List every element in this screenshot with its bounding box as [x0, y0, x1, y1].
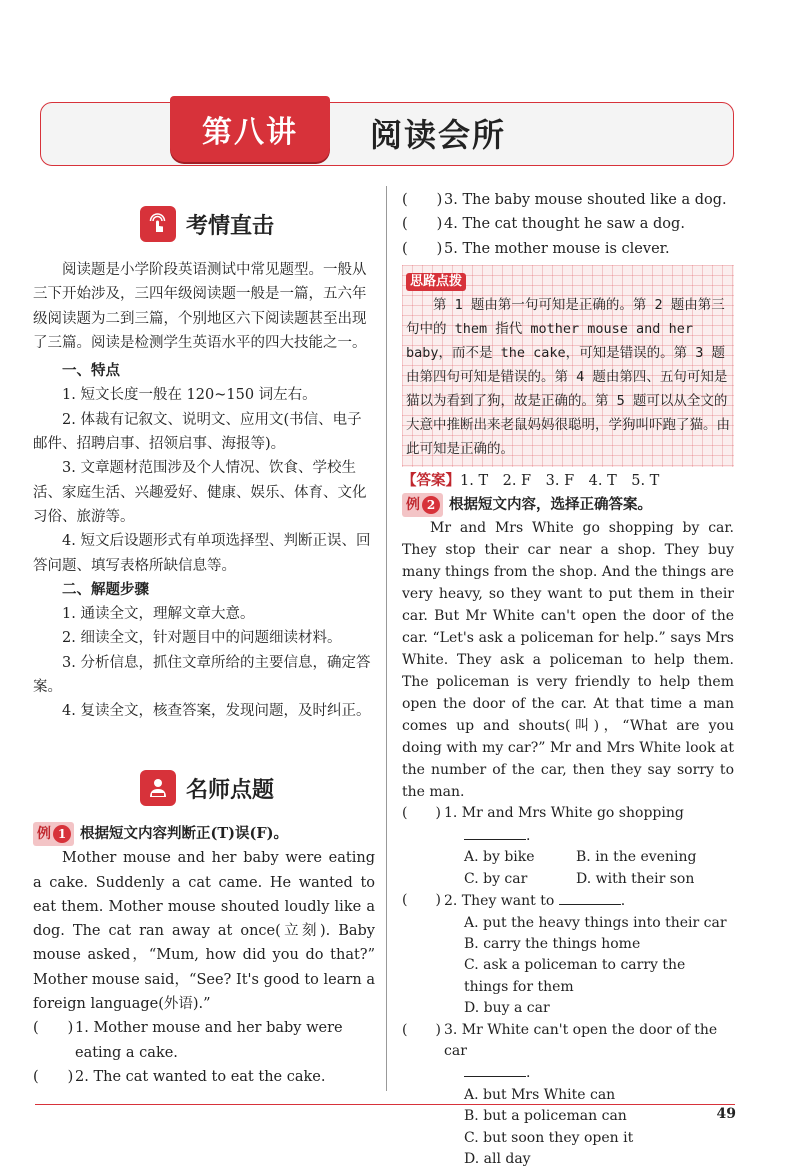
options-row — [402, 847, 734, 868]
feature-item: 1. 短文长度一般在 120~150 词左右。 — [62, 387, 317, 404]
left-column — [33, 258, 375, 724]
option[interactable]: D. all day — [464, 1150, 531, 1167]
right-column — [402, 188, 734, 1170]
question-text: 1. Mr and Mrs White go shopping — [444, 805, 684, 822]
steps-title: 二、解题步骤 — [62, 580, 149, 598]
feature-item: 2. 体裁有记叙文、说明文、应用文(书信、电子邮件、招聘启事、招领启事、海报等)。 — [33, 411, 362, 453]
question-text: 1. Mother mouse and her baby were eating a cake. — [75, 1020, 343, 1061]
column-divider — [386, 186, 387, 1091]
option[interactable]: B. in the evening — [576, 849, 697, 866]
answer-blank[interactable]: ( ) — [33, 1020, 74, 1037]
example-badge: 例 2 — [402, 493, 443, 517]
question-text: 2. They want to . — [444, 890, 734, 912]
example-instruction: 根据短文内容，选择正确答案。 — [449, 496, 652, 514]
page-number: 49 — [716, 1106, 736, 1122]
blank-line[interactable] — [559, 890, 621, 905]
option[interactable]: A. but Mrs White can — [464, 1086, 616, 1103]
blank-line[interactable] — [464, 1062, 526, 1077]
fill-blank-line: . — [402, 1062, 734, 1084]
question-row — [402, 803, 734, 824]
step-item: 1. 通读全文，理解文章大意。 — [62, 606, 255, 623]
question-row — [402, 237, 734, 261]
question-text: 5. The mother mouse is clever. — [444, 240, 670, 257]
tap-icon — [140, 206, 176, 242]
section-heading-exam — [140, 206, 274, 242]
section-title: 考情直击 — [186, 212, 275, 239]
intro-paragraph: 阅读题是小学阶段英语测试中常见题型。一般从三下开始涉及，三四年级阅读题一般是一篇，五六年级阅读题为二到三篇，个别地区六下阅读题甚至出现了三篇。阅读是检测学生英语水平的四大技能之一。 — [33, 262, 367, 351]
question-text: 2. The cat wanted to eat the cake. — [75, 1068, 326, 1085]
step-item: 3. 分析信息，抓住文章所给的主要信息，确定答案。 — [33, 654, 371, 696]
tips-text: 第 1 题由第一句可知是正确的。第 2 题由第三句中的 them 指代 mother mouse and her baby，而不是 the cake，可知是错误的。第 3 题由第四句可知是错误的。第 4 题由第四、五句可知是猫以为看到了狗，故是正确的。第 5 题可以从全文的大意中推断出来老鼠妈妈很聪明，学狗叫吓跑了猫。由此可知是正确的。 — [406, 296, 730, 457]
option[interactable]: B. carry the things home — [464, 935, 641, 952]
option[interactable]: D. buy a car — [464, 1000, 550, 1017]
teacher-icon — [140, 770, 176, 806]
question-text: 3. The baby mouse shouted like a dog. — [444, 192, 727, 208]
option[interactable]: C. ask a policeman to carry the things for them — [464, 957, 686, 995]
blank-line[interactable] — [464, 825, 526, 840]
section-title: 名师点题 — [186, 776, 275, 803]
tips-label: 思路点拨 — [406, 273, 466, 291]
example-1-passage: Mother mouse and her baby were eating a cake. Suddenly a cat came. He wanted to eat them. Mother mouse shouted loudly like a dog. The cat ran away at once(立刻). Baby mouse asked，“Mum, how did you do that?” Mother mouse said，“See? It's good to learn a foreign language(外语).” — [33, 850, 375, 1013]
options-row — [402, 869, 734, 890]
step-item: 4. 复读全文，核查答案，发现问题，及时纠正。 — [62, 703, 371, 720]
fill-blank-line: . — [402, 825, 734, 847]
question-row — [402, 212, 734, 236]
answer-line — [402, 469, 734, 493]
answer-blank[interactable]: ( ) — [402, 192, 443, 208]
example-1-header — [33, 822, 375, 846]
example-badge: 例 1 — [33, 822, 74, 846]
answer-blank[interactable]: ( ) — [402, 216, 443, 233]
option[interactable]: A. by bike — [464, 849, 535, 866]
example-2-header — [402, 493, 734, 517]
feature-item: 4. 短文后设题形式有单项选择型、判断正误、回答问题、填写表格所缺信息等。 — [33, 533, 371, 574]
option[interactable]: C. but soon they open it — [464, 1129, 634, 1146]
example-instruction: 根据短文内容判断正(T)误(F)。 — [80, 825, 289, 842]
section-heading-teacher — [140, 770, 274, 806]
option[interactable]: C. by car — [464, 870, 528, 887]
example-1 — [33, 822, 375, 1089]
feature-item: 3. 文章题材范围涉及个人情况、饮食、学校生活、家庭生活、兴趣爱好、健康、娱乐、体育、文化习俗、旅游等。 — [33, 460, 367, 525]
answer-blank[interactable]: ( ) — [402, 805, 441, 822]
answer-blank[interactable]: ( ) — [402, 892, 441, 909]
question-row — [402, 890, 734, 912]
features-title: 一、特点 — [62, 362, 120, 380]
answer-text: 1. T 2. F 3. F 4. T 5. T — [460, 472, 660, 489]
answer-blank[interactable]: ( ) — [402, 240, 443, 257]
page-title: 阅读会所 — [370, 116, 507, 154]
option[interactable]: B. but a policeman can — [464, 1108, 627, 1125]
lecture-tab: 第八讲 — [170, 96, 330, 162]
tips-box — [402, 265, 734, 467]
step-item: 2. 细读全文，针对题目中的问题细读材料。 — [62, 630, 342, 647]
example-2-questions — [402, 803, 734, 1170]
answer-blank[interactable]: ( ) — [402, 1021, 441, 1038]
question-text: 4. The cat thought he saw a dog. — [444, 216, 685, 233]
answer-label: 【答案】 — [402, 471, 460, 489]
question-row — [402, 1020, 734, 1063]
example-2-passage: Mr and Mrs White go shopping by car. They stop their car near a shop. They buy many things from the shop. And the things are very heavy, so they want to put them in their car. But Mr White can't open the door of the car. “Let's ask a policeman for help.” says Mrs White. They ask a policeman to help them. The policeman is very friendly to help them open the door of the car. At that time a man comes up and shouts(叫)，“What are you doing with my car?” Mr and Mrs White look at the number of the car, then they say sorry to the man. — [402, 520, 734, 801]
question-row — [33, 1016, 375, 1065]
option[interactable]: A. put the heavy things into their car — [464, 914, 727, 931]
question-row — [33, 1065, 375, 1089]
footer-divider — [35, 1104, 735, 1105]
answer-blank[interactable]: ( ) — [33, 1068, 74, 1085]
question-row — [402, 188, 734, 212]
option[interactable]: D. with their son — [576, 870, 695, 887]
question-text: 3. Mr White can't open the door of the car — [444, 1021, 718, 1059]
